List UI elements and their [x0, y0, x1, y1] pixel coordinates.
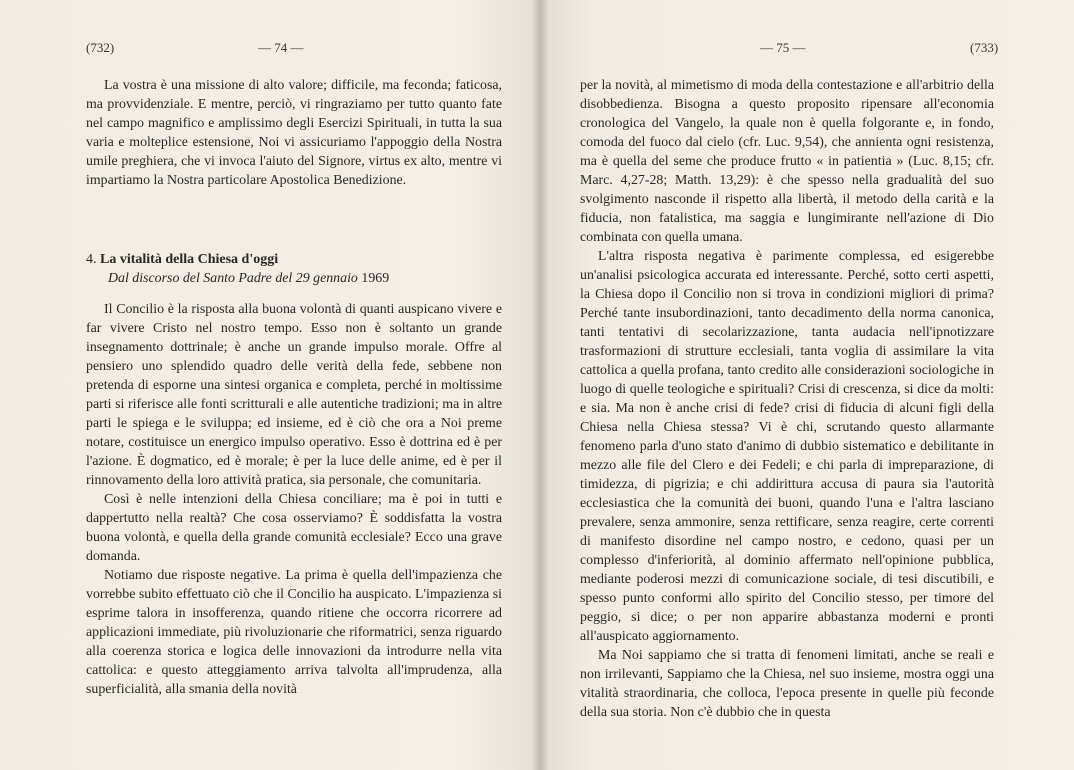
- section-title: La vitalità della Chiesa d'oggi: [100, 252, 279, 267]
- left-page-number: — 74 —: [258, 40, 304, 55]
- paragraph: Il Concilio è la risposta alla buona volontà di quanti auspicano vivere e far vivere Cristo nel nostro tempo. Esso non è soltanto un grande insegnamento dottrinale; è anche un grande impulso morale. Offre al pensiero uno splendido quadro delle verità della fede, sebbene non pretenda di esporne una sintesi organica e completa, perché in moltissime parti si riferisce alle fonti scritturali e alle autentiche tradizioni; ma in altre parti le spiega e le sviluppa; ed insieme, ed è ciò che ora a Noi preme notare, costituisce un energico impulso operativo. Esso è dottrina ed è per l'azione. È dogmatico, ed è morale; è per la luce delle anime, ed è per il rinnovamento della loro attività pratica, sia personale, che comunitaria.: [86, 302, 502, 488]
- paragraph: Così è nelle intenzioni della Chiesa conciliare; ma è poi in tutti e dappertutto nella realtà? Che cosa osserviamo? È soddisfatta la vostra buona volontà, e quella della grande comunità ecclesiale? Ecco una grave domanda.: [86, 492, 502, 564]
- left-body: [86, 300, 502, 699]
- right-page: [540, 0, 1074, 770]
- section-subtitle-year: 1969: [361, 271, 390, 286]
- paragraph: L'altra risposta negativa è parimente complessa, ed esigerebbe un'analisi psicologica accurata ed interessante. Perché, sotto certi aspetti, la Chiesa dopo il Concilio non si trova in condizioni migliori di prima? Perché tante insubordinazioni, tanto decadimento della norma canonica, tanti tentativi di secolarizzazione, tanta audacia nell'ipnotizzare trasformazioni di strutture ecclesiali, tanta voglia di assimilare la vita cattolica a quella profana, tanto credito alle considerazioni sociologiche in luogo di quelle teologiche e spirituali? Crisi di crescenza, si dice da molti: e sia. Ma non è anche crisi di fede? crisi di fiducia di alcuni figli della Chiesa nella Chiesa stessa? Vi è chi, scrutando questo allarmante fenomeno parla d'uno stato d'animo di dubbio sistematico e debilitante in mezzo alle file del Clero e dei Fedeli; e chi parla di impreparazione, di timidezza, di pigrizia; e chi addirittura accusa di paura sia l'autorità ecclesiastica che la comunità dei buoni, quando l'una e l'altra lasciano prevalere, senza ammonire, senza rettificare, senza reagire, certe correnti di manifesto disordine nel campo nostro, e cedono, quasi per un complesso d'inferiorità, al dominio affermato nell'opinione pubblica, mediante poderosi mezzi di comunicazione sociale, di tesi discutibili, e spesso punto conformi allo spirito del Concilio stesso, per timore del peggio, si dice; o per non apparire abbastanza moderni e pronti all'auspicato aggiornamento.: [580, 249, 994, 644]
- book-gutter: [531, 0, 549, 770]
- right-folio: (733): [970, 40, 999, 55]
- section-number: 4.: [86, 252, 97, 267]
- paragraph: Notiamo due risposte negative. La prima è quella dell'impazienza che vorrebbe subito effettuato ciò che il Concilio ha auspicato. L'impazienza si esprime talora in insofferenza, quando ritiene che occorra ricorrere ad applicazioni immediate, più rivoluzionarie che riformatrici, senza riguardo alla coerenza storica e logica delle innovazioni da introdurre nella vita cattolica: e questo atteggiamento arriva talvolta all'imprudenza, alla superficialità, alla smania della novità: [86, 568, 502, 697]
- section-subtitle-text: Dal discorso del Santo Padre del 29 gennaio: [108, 271, 358, 286]
- section-heading: [86, 252, 278, 268]
- paragraph: Ma Noi sappiamo che si tratta di fenomeni limitati, anche se reali e non irrilevanti, Sappiamo che la Chiesa, nel suo insieme, mostra oggi una vitalità straordinaria, che colloca, l'epoca presente in quelle più feconde della sua storia. Non c'è dubbio che in questa: [580, 648, 994, 720]
- right-body: [580, 76, 994, 722]
- blessing-block: [86, 76, 502, 190]
- left-folio: (732): [86, 40, 115, 55]
- blessing-paragraph: La vostra è una missione di alto valore; difficile, ma feconda; faticosa, ma provvidenziale. E mentre, perciò, vi ringraziamo per tutto quanto fate nel campo magnifico e amplissimo degli Esercizi Spirituali, in tutta la sua varia e molteplice estensione, Noi vi assicuriamo l'appoggio della Nostra umile preghiera, che vi invoca l'aiuto del Signore, virtus ex alto, mentre vi impartiamo la Nostra particolare Apostolica Benedizione.: [86, 78, 502, 188]
- section-subtitle: [108, 271, 389, 287]
- paragraph: per la novità, al mimetismo di moda della contestazione e all'arbitrio della disobbedienza. Bisogna a questo proposito ripensare all'economia cronologica del Vangelo, la quale non è quella folgorante e, in fondo, comoda del fuoco dal cielo (cfr. Luc. 9,54), che annienta ogni resistenza, ma è quella del seme che produce frutto « in patientia » (Luc. 8,15; cfr. Marc. 4,27-28; Matth. 13,29): è che spesso nella gradualità del suo svolgimento nasconde il rispetto alla libertà, il metodo della carità e la fiducia, non fatalistica, ma saggia e lungimirante nell'azione di Dio combinata con quella umana.: [580, 78, 994, 245]
- right-page-number: — 75 —: [760, 40, 806, 55]
